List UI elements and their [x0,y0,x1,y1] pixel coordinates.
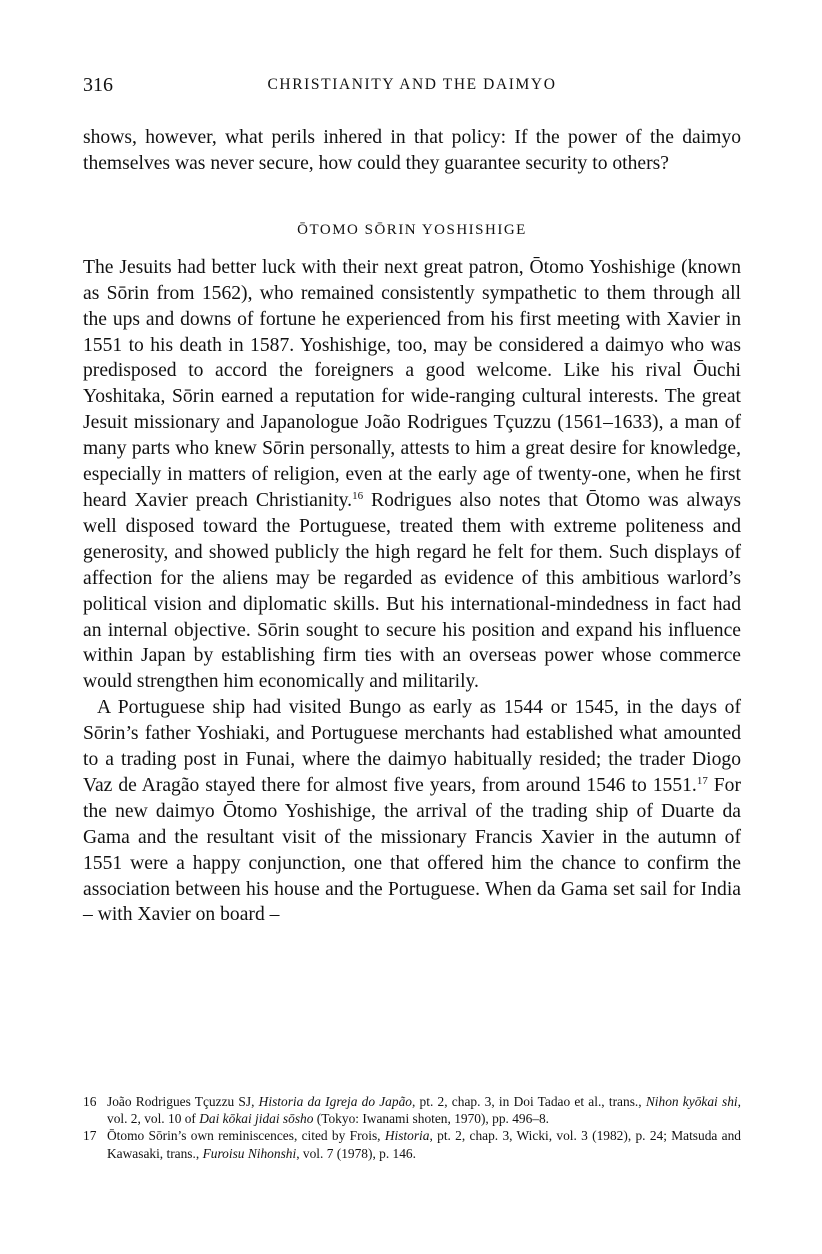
footnote-ref-16: 16 [352,489,364,502]
paragraph-1 [83,125,741,177]
paragraph-2 [83,255,741,695]
page-content [83,74,741,928]
paragraph-3 [83,695,741,928]
paragraph-2-text-after: Rodrigues also notes that Ōtomo was always well disposed toward the Portuguese, treated them with extreme politeness and generosity, and showed publicly the high regard he felt for them. Such displays of affection for the aliens may be regarded as evidence of this ambitious warlord’s political vision and diplomatic skills. But his international-mindedness in fact had an internal objective. Sōrin sought to secure his position and expand his influence within Japan by establishing firm ties with an overseas power whose commerce would strengthen him economically and militarily. [83,489,741,693]
body-text [83,125,741,928]
running-head: CHRISTIANITY AND THE DAIMYO [267,76,557,93]
paragraph-3-text: A Portuguese ship had visited Bungo as early as 1544 or 1545, in the days of Sōrin’s father Yoshiaki, and Portuguese merchants had established what amounted to a trading post in Funai, where the daimyo habitually resided; the trader Diogo Vaz de Aragão stayed there for almost five years, from around 1546 to 1551. [83,697,741,796]
footnote-title: Furoisu Nihonshi [202,1145,297,1161]
footnote-title: Historia da Igreja do Japão [258,1094,412,1109]
footnote-title: Historia [384,1128,430,1144]
footnote-text: (Tokyo: Iwanami shoten, 1970), pp. 496–8. [313,1111,550,1127]
footnote-title: Nihon kyōkai shi [645,1094,738,1109]
paragraph-1-text: shows, however, what perils inhered in that policy: If the power of the daimyo themselves was never secure, how could they guarantee security to others? [83,127,741,174]
footnote-text: , pt. 2, chap. 3, Wicki, vol. 3 (1982), p. 24; Matsuda and Kawasaki, trans., [107,1128,741,1161]
footnote-number: 16 [83,1094,97,1109]
paragraph-2-text: The Jesuits had better luck with their next great patron, Ōtomo Yoshishige (known as Sōrin from 1562), who remained consistently sympathetic to them through all the ups and downs of fortune he experienced from his first meeting with Xavier in 1551 to his death in 1587. Yoshishige, too, may be considered a daimyo who was predisposed to accord the foreigners a good welcome. Like his rival Ōuchi Yoshitaka, Sōrin earned a reputation for wide-ranging cultural interests. The great Jesuit missionary and Japanologue João Rodrigues Tçuzzu (1561–1633), a man of many parts who knew Sōrin personally, attests to him a great desire for knowledge, especially in matters of religion, even at the early age of twenty-one, when he first heard Xavier preach Christianity. [83,256,741,511]
footnote-text: , vol. 7 (1978), p. 146. [296,1145,416,1161]
paragraph-3-text-after: For the new daimyo Ōtomo Yoshishige, the arrival of the trading ship of Duarte da Gama and the resultant visit of the missionary Francis Xavier in the autumn of 1551 were a happy conjunction, one that offered him the chance to confirm the association between his house and the Portuguese. When da Gama set sail for India – with Xavier on board – [83,774,741,926]
page-number: 316 [83,74,113,96]
footnote-text: Ōtomo Sōrin’s own reminiscences, cited by Frois, [107,1128,385,1144]
page-header [83,74,741,100]
footnote-16 [83,1093,741,1127]
footnotes [83,1093,741,1162]
footnote-text: João Rodrigues Tçuzzu SJ, [107,1094,259,1109]
footnote-text: , pt. 2, chap. 3, in Doi Tadao et al., trans., [411,1094,646,1109]
footnote-title: Dai kōkai jidai sōsho [199,1111,314,1127]
section-heading: ŌTOMO SŌRIN YOSHISHIGE [297,221,527,238]
footnote-17 [83,1127,741,1161]
footnote-ref-17: 17 [696,774,708,787]
footnote-number: 17 [83,1128,97,1144]
footnote-text: , vol. 2, vol. 10 of [107,1094,741,1127]
